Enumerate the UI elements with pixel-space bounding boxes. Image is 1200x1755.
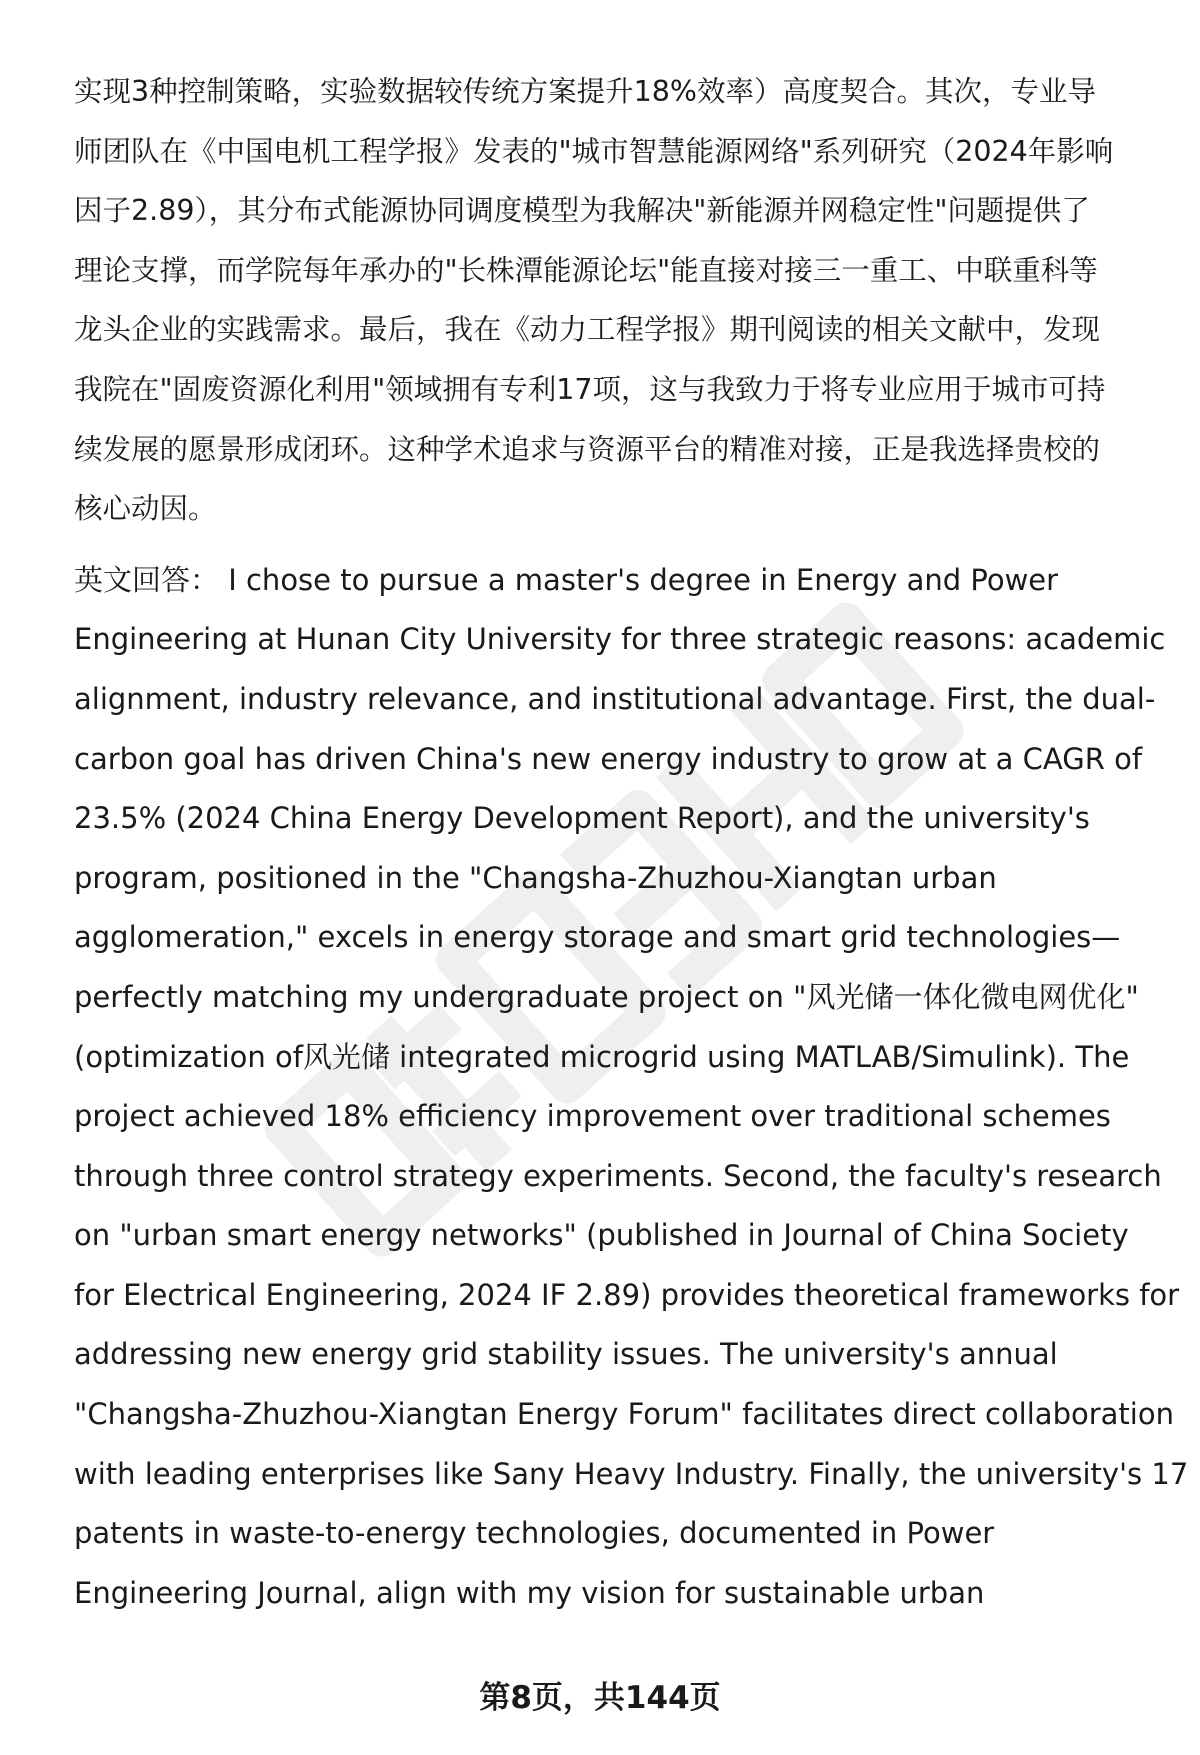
text-line: program, positioned in the "Changsha-Zhuzhou-Xiangtan urban [74,860,997,895]
text-line: 因子2.89），其分布式能源协同调度模型为我解决"新能源并网稳定性"问题提供了 [74,194,1090,228]
text-line: 师团队在《中国电机工程学报》发表的"城市智慧能源网络"系列研究（2024年影响 [74,134,1114,168]
text-line: project achieved 18% efficiency improvement over traditional schemes [74,1099,1111,1134]
text-line: addressing new energy grid stability issues. The university's annual [74,1337,1058,1372]
text-line: 23.5% (2024 China Energy Development Report), and the university's [74,801,1090,836]
text-line: carbon goal has driven China's new energy industry to grow at a CAGR of [74,741,1143,776]
text-line: 英文回答： I chose to pursue a master's degree in Energy and Power [74,562,1059,597]
text-line: 我院在"固废资源化利用"领域拥有专利17项，这与我致力于将专业应用于城市可持 [74,372,1106,406]
text-line: 龙头企业的实践需求。最后，我在《动力工程学报》期刊阅读的相关文献中，发现 [74,313,1101,347]
text-line: 理论支撑，而学院每年承办的"长株潭能源论坛"能直接对接三一重工、中联重科等 [74,253,1098,287]
text-line: agglomeration," excels in energy storage and smart grid technologies— [74,920,1121,955]
text-line: for Electrical Engineering, 2024 IF 2.89) provides theoretical frameworks for [74,1277,1180,1312]
text-line: alignment, industry relevance, and institutional advantage. First, the dual- [74,681,1156,716]
page-content [74,62,1189,1623]
text-line: perfectly matching my undergraduate project on "风光储一体化微电网优化" [74,979,1139,1014]
text-line: Engineering Journal, align with my vision for sustainable urban [74,1575,985,1610]
english-answer-paragraph [74,551,1189,1624]
text-line: patents in waste-to-energy technologies, documented in Power [74,1516,995,1551]
text-line: 续发展的愿景形成闭环。这种学术追求与资源平台的精准对接，正是我选择贵校的 [74,432,1101,466]
chinese-paragraph [74,62,1154,539]
text-line: through three control strategy experiments. Second, the faculty's research [74,1158,1162,1193]
text-line: Engineering at Hunan City University for three strategic reasons: academic [74,622,1166,657]
text-line: 核心动因。 [74,492,217,526]
text-line: on "urban smart energy networks" (published in Journal of China Society [74,1218,1129,1253]
page-number-footer: 第8页，共144页 [479,1680,721,1716]
text-line: with leading enterprises like Sany Heavy Industry. Finally, the university's 17 [74,1456,1189,1491]
text-line: (optimization of风光储 integrated microgrid using MATLAB/Simulink). The [74,1039,1130,1074]
text-line: "Changsha-Zhuzhou-Xiangtan Energy Forum" facilitates direct collaboration [74,1397,1174,1432]
text-line: 实现3种控制策略，实验数据较传统方案提升18%效率）高度契合。其次，专业导 [74,75,1096,108]
